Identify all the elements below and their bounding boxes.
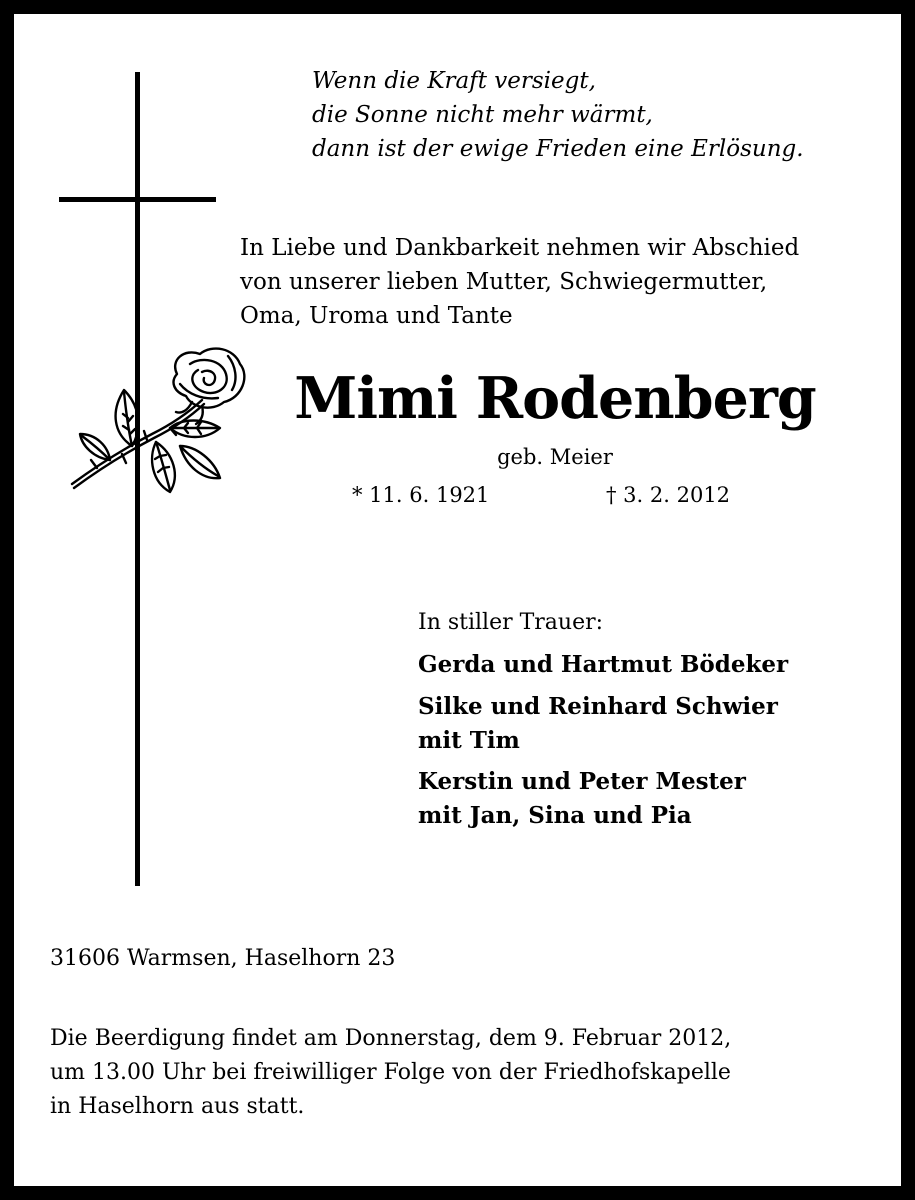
poem-line: die Sonne nicht mehr wärmt, [312, 102, 653, 128]
mourner-line: Silke und Reinhard Schwier [418, 693, 778, 720]
funeral-line: Die Beerdigung findet am Donnerstag, dem 9. Februar 2012, [50, 1026, 732, 1051]
birth-date: * 11. 6. 1921 [352, 483, 490, 507]
intro-line: von unserer lieben Mutter, Schwiegermutter, [240, 269, 768, 295]
funeral-line: in Haselhorn aus statt. [50, 1094, 305, 1119]
funeral-line: um 13.00 Uhr bei freiwilliger Folge von der Friedhofskapelle [50, 1060, 731, 1085]
death-date: † 3. 2. 2012 [606, 483, 731, 507]
poem-line: dann ist der ewige Frieden eine Erlösung. [312, 136, 804, 162]
address: 31606 Warmsen, Haselhorn 23 [50, 946, 396, 971]
poem-line: Wenn die Kraft versiegt, [312, 68, 596, 94]
poem [312, 64, 872, 166]
intro-text [240, 231, 866, 333]
birth-name: geb. Meier [497, 445, 613, 469]
intro-line: Oma, Uroma und Tante [240, 303, 513, 329]
deceased-name: Mimi Rodenberg [294, 365, 816, 432]
funeral-notice [50, 1022, 866, 1124]
mourner-line: mit Jan, Sina und Pia [418, 802, 692, 829]
mourner-line: mit Tim [418, 727, 520, 754]
mourners-heading: In stiller Trauer: [418, 610, 604, 635]
intro-line: In Liebe und Dankbarkeit nehmen wir Abschied [240, 235, 800, 261]
mourner-family [418, 690, 778, 758]
cross-horizontal-bar [59, 197, 216, 202]
mourner-line: Kerstin und Peter Mester [418, 768, 746, 795]
rose-icon [52, 342, 252, 512]
mourner-family [418, 765, 746, 833]
mourner-line: Gerda und Hartmut Bödeker [418, 651, 789, 678]
mourner-family [418, 648, 788, 682]
